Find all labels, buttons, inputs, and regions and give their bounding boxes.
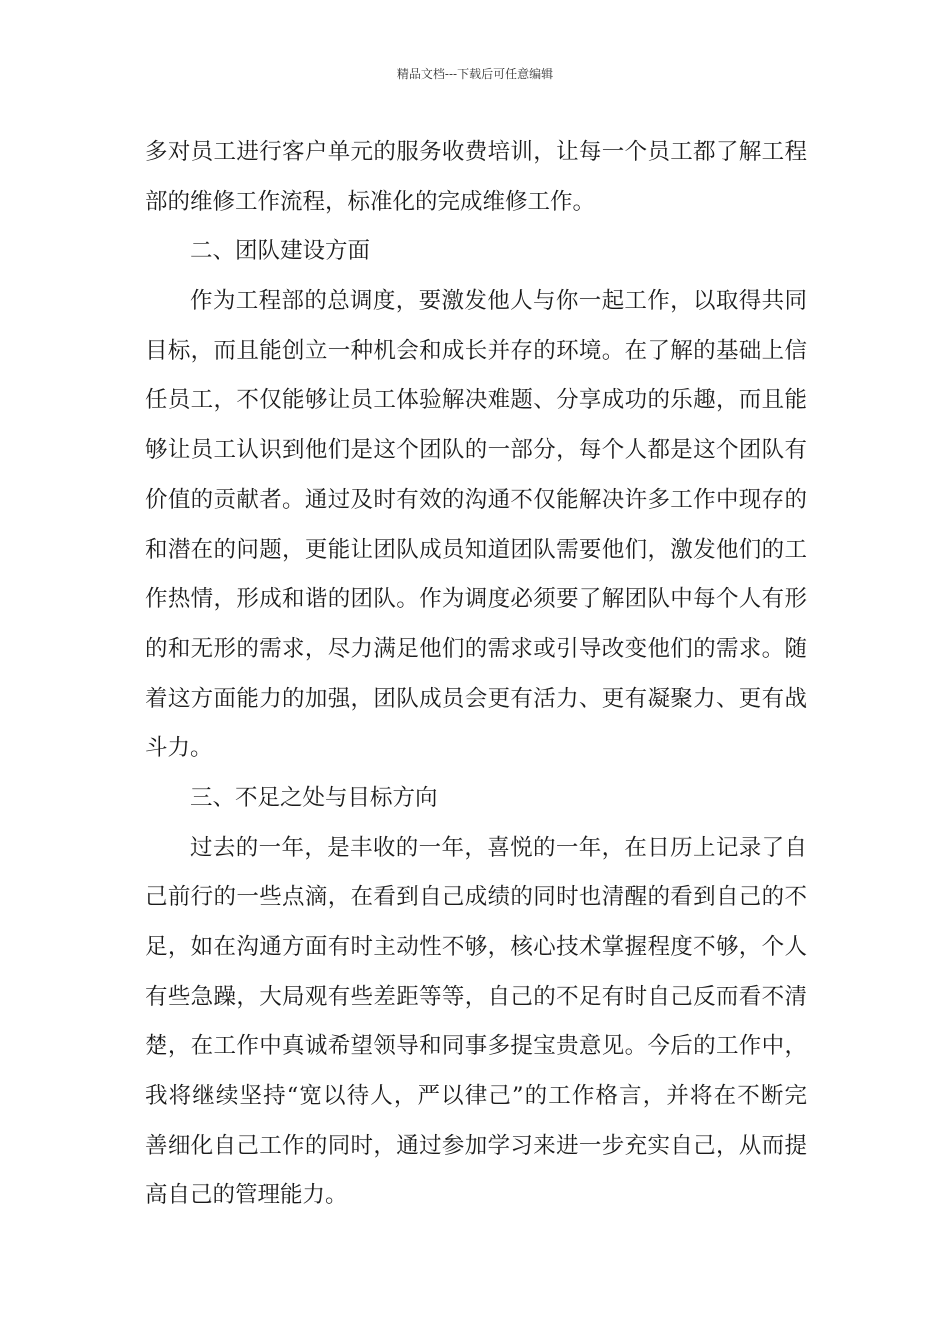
text-line: 的和无形的需求，尽力满足他们的需求或引导改变他们的需求。随 <box>145 635 807 662</box>
text-line: 作热情，形成和谐的团队。作为调度必须要了解团队中每个人有形 <box>145 586 807 613</box>
text-line: 有些急躁，大局观有些差距等等，自己的不足有时自己反而看不清 <box>145 983 807 1010</box>
page-header: 精品文档---下载后可任意编辑 <box>396 67 554 81</box>
heading-text: 二、团队建设方面 <box>190 238 371 265</box>
text-line: 我将继续坚持“宽以待人，严以律己”的工作格言，并将在不断完 <box>145 1083 807 1110</box>
text-line: 价值的贡献者。通过及时有效的沟通不仅能解决许多工作中现存的 <box>145 486 807 513</box>
heading-text: 三、不足之处与目标方向 <box>190 784 438 811</box>
text-line: 着这方面能力的加强，团队成员会更有活力、更有凝聚力、更有战 <box>145 685 807 712</box>
text-line: 过去的一年，是丰收的一年，喜悦的一年，在日历上记录了自 <box>190 834 807 861</box>
text-line: 任员工，不仅能够让员工体验解决难题、分享成功的乐趣，而且能 <box>145 387 807 414</box>
paragraph-team-building <box>145 277 807 774</box>
text-line: 善细化自己工作的同时，通过参加学习来进一步充实自己，从而提 <box>145 1132 807 1159</box>
text-line: 和潜在的问题，更能让团队成员知道团队需要他们，激发他们的工 <box>145 536 807 563</box>
document-body <box>145 128 807 1221</box>
text-line: 己前行的一些点滴，在看到自己成绩的同时也清醒的看到自己的不 <box>145 884 807 911</box>
paragraph-continuation <box>145 128 807 227</box>
text-line: 部的维修工作流程，标准化的完成维修工作。 <box>145 188 596 215</box>
text-line: 高自己的管理能力。 <box>145 1182 348 1209</box>
text-line: 斗力。 <box>145 735 213 762</box>
text-line: 足，如在沟通方面有时主动性不够，核心技术掌握程度不够，个人 <box>145 934 807 960</box>
text-line: 够让员工认识到他们是这个团队的一部分，每个人都是这个团队有 <box>145 437 807 464</box>
section-heading-shortcomings <box>145 774 807 824</box>
text-line: 目标，而且能创立一种机会和成长并存的环境。在了解的基础上信 <box>145 337 807 364</box>
text-line: 作为工程部的总调度，要激发他人与你一起工作，以取得共同 <box>190 288 807 315</box>
section-heading-team-building <box>145 227 807 277</box>
text-line: 多对员工进行客户单元的服务收费培训，让每一个员工都了解工程 <box>145 139 807 165</box>
paragraph-shortcomings <box>145 824 807 1222</box>
text-line: 楚，在工作中真诚希望领导和同事多提宝贵意见。今后的工作中， <box>145 1033 807 1060</box>
